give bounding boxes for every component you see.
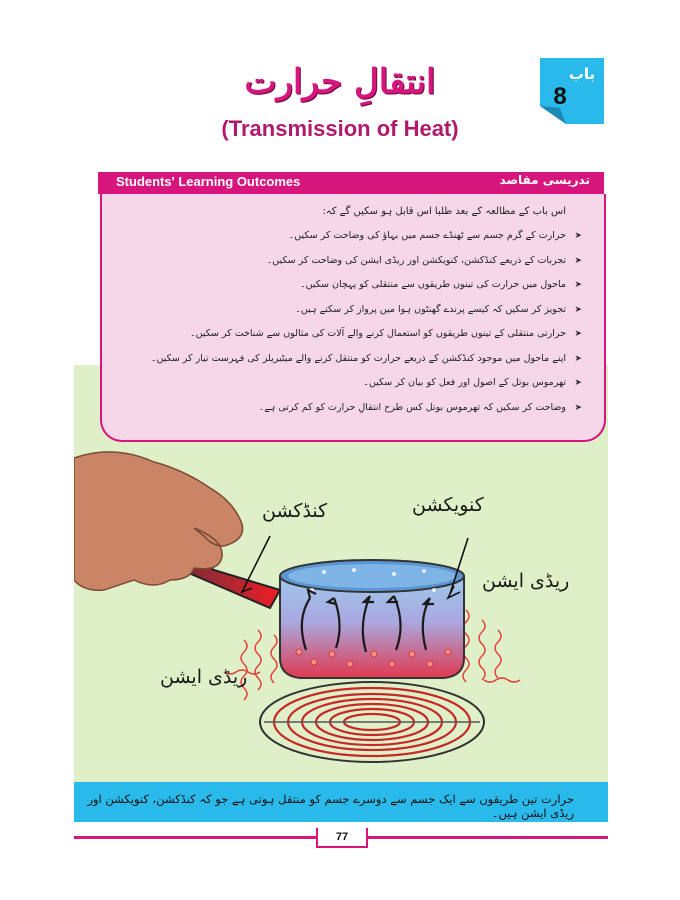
- label-radiation-right: ریڈی ایشن: [482, 570, 570, 592]
- list-item: [122, 279, 582, 304]
- outcomes-list: [122, 230, 582, 426]
- chapter-number: 8: [553, 83, 567, 110]
- list-item-text: تجربات کے ذریعے کنڈکشن، کنویکشن اور ریڈی ایشن کی وضاحت کر سکیں۔: [266, 254, 566, 266]
- hand-icon: [74, 452, 243, 590]
- list-item: [122, 230, 582, 255]
- list-item: [122, 377, 582, 402]
- list-item: [122, 255, 582, 280]
- outcomes-panel: [100, 194, 606, 442]
- arrow-bullet-icon: ➤: [574, 304, 582, 315]
- list-item-text: ماحول میں حرارت کی تینوں طریقوں سے منتقلی کو پہچان سکیں۔: [300, 279, 566, 290]
- outcomes-title-urdu: تدریسی مقاصد: [499, 173, 590, 187]
- list-item: [122, 328, 582, 353]
- list-item-text: تھرموس بوتل کے اصول اور فعل کو بیان کر سکیں۔: [363, 377, 566, 388]
- list-item-text: تجویز کر سکیں کہ کیسے پرندے گھنٹوں ہوا میں پرواز کر سکتے ہیں۔: [295, 303, 566, 315]
- label-conduction: کنڈکشن: [262, 500, 328, 522]
- arrow-bullet-icon: ➤: [574, 280, 582, 290]
- chapter-title-english: (Transmission of Heat): [221, 116, 459, 141]
- list-item-text: حرارتی منتقلی کے تینوں طریقوں کو استعمال کرنے والے آلات کی مثالوں سے شناخت کر سکیں۔: [190, 328, 566, 339]
- summary-text: حرارت تین طریقوں سے ایک جسم سے دوسرے جسم کو منتقل ہوتی ہے جو کہ کنڈکشن، کنویکشن اور ریڈی ایشن ہیں۔: [87, 792, 574, 820]
- arrow-bullet-icon: ➤: [574, 255, 582, 266]
- list-item: [122, 353, 582, 378]
- chapter-badge: [540, 58, 604, 124]
- chapter-title-urdu: انتقالِ حرارت: [244, 62, 436, 102]
- summary-bar: [74, 782, 608, 822]
- page-number: 77: [316, 828, 368, 848]
- outcomes-header: [98, 172, 604, 194]
- hot-coil-icon: [260, 682, 484, 762]
- list-item-text: وضاحت کر سکیں کہ تھرموس بوتل کس طرح انتقالِ حرارت کو کم کرتی ہے۔: [258, 401, 566, 413]
- list-item: [122, 402, 582, 427]
- label-radiation-left: ریڈی ایشن: [160, 666, 248, 688]
- outcomes-title-english: Students' Learning Outcomes: [116, 174, 301, 189]
- heat-transfer-illustration: [74, 440, 608, 780]
- list-item-text: اپنے ماحول میں موجود کنڈکشن کے ذریعے حرارت کو منتقل کرنے والے میٹیریلز کی فہرست تیار کر سکیں۔: [150, 352, 566, 364]
- arrow-bullet-icon: ➤: [574, 378, 582, 388]
- outcomes-intro: اس باب کے مطالعہ کے بعد طلبا اس قابل ہو سکیں گے کہ:: [322, 206, 566, 217]
- label-convection: کنویکشن: [412, 494, 484, 516]
- arrow-bullet-icon: ➤: [574, 402, 582, 413]
- list-item: [122, 304, 582, 329]
- chapter-word: باب: [568, 65, 596, 83]
- arrow-bullet-icon: ➤: [574, 231, 582, 241]
- arrow-bullet-icon: ➤: [574, 353, 582, 364]
- arrow-bullet-icon: ➤: [574, 329, 582, 339]
- list-item-text: حرارت کے گرم جسم سے ٹھنڈے جسم میں بہاؤ کی وضاحت کر سکیں۔: [288, 230, 566, 241]
